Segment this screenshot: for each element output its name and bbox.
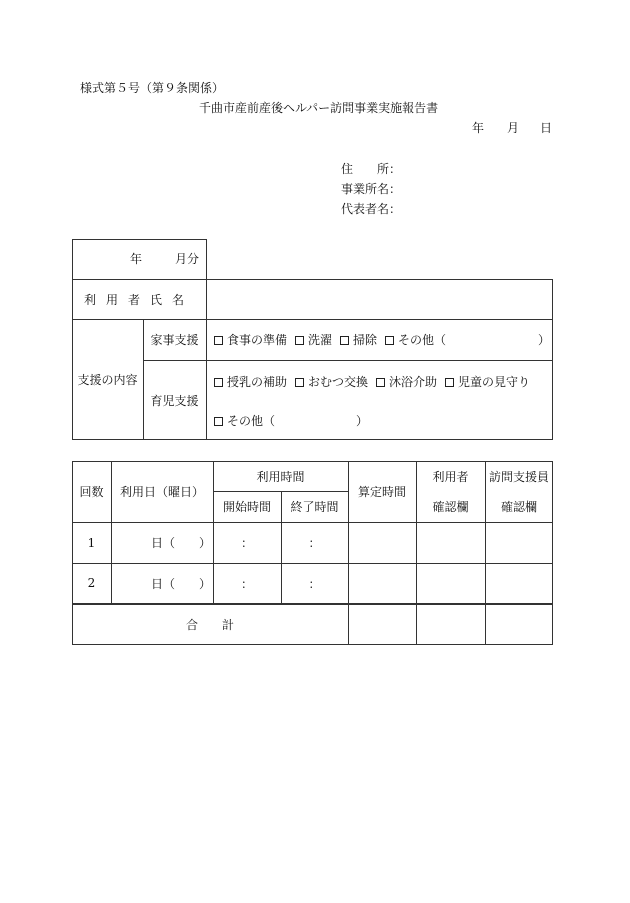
checkbox-icon[interactable] <box>295 336 304 345</box>
childcare-label: 育児支援 <box>150 393 199 408</box>
row-day: 日（ ） <box>151 536 212 550</box>
checkbox-icon[interactable] <box>214 336 223 345</box>
checkbox-icon[interactable] <box>295 378 304 387</box>
col-count-header: 回数 <box>79 485 104 499</box>
col-end-header: 終了時間 <box>290 500 339 514</box>
row-start-time: ： <box>240 576 253 591</box>
support-content-label: 支援の内容 <box>77 373 138 387</box>
housework-other-close: ） <box>538 333 551 347</box>
row-day: 日（ ） <box>151 576 212 591</box>
childcare-other-close: ） <box>356 414 369 428</box>
representative-label: 代表者名： <box>341 202 402 216</box>
childcare-options <box>214 375 530 389</box>
checkbox-icon[interactable] <box>445 378 454 387</box>
housework-option-meal[interactable]: 食事の準備 <box>214 333 287 347</box>
row-end-time: ： <box>308 536 321 550</box>
col-start-header: 開始時間 <box>222 500 271 514</box>
form-number: 様式第５号（第９条関係） <box>80 81 225 95</box>
date-month: 月 <box>507 121 520 135</box>
col-user-confirm-header-2: 確認欄 <box>432 500 469 514</box>
childcare-option-diaper[interactable]: おむつ交換 <box>295 375 368 389</box>
childcare-option-watching[interactable]: 児童の見守り <box>445 375 530 389</box>
housework-option-cleaning[interactable]: 掃除 <box>340 333 377 347</box>
checkbox-icon[interactable] <box>214 417 223 426</box>
col-time-header: 利用時間 <box>256 469 305 484</box>
document-title: 千曲市産前産後ヘルパー訪問事業実施報告書 <box>199 101 439 115</box>
row-number: 1 <box>87 535 96 550</box>
year-label: 年 <box>130 252 143 266</box>
month-label: 月分 <box>175 252 200 266</box>
checkbox-icon[interactable] <box>214 378 223 387</box>
row-number: 2 <box>87 576 96 590</box>
childcare-option-feeding[interactable]: 授乳の補助 <box>214 375 287 389</box>
date-day: 日 <box>540 121 553 135</box>
user-name-label: 利用者氏名 <box>83 292 194 307</box>
housework-options <box>214 333 454 347</box>
col-staff-confirm-header-2: 確認欄 <box>500 500 537 514</box>
row-end-time: ： <box>308 576 321 591</box>
date-year: 年 <box>472 121 485 135</box>
housework-option-other[interactable]: その他（ <box>385 333 446 347</box>
childcare-option-other[interactable]: その他（ <box>214 414 275 428</box>
checkbox-icon[interactable] <box>385 336 394 345</box>
col-calc-header: 算定時間 <box>357 485 406 499</box>
housework-label: 家事支援 <box>150 333 199 347</box>
col-staff-confirm-header-1: 訪問支援員 <box>488 469 549 484</box>
childcare-option-bathing[interactable]: 沐浴介助 <box>376 375 437 389</box>
checkbox-icon[interactable] <box>340 336 349 345</box>
col-user-confirm-header-1: 利用者 <box>432 469 469 484</box>
address-label: 住 所： <box>341 162 402 176</box>
col-date-header: 利用日（曜日） <box>119 485 204 499</box>
housework-option-laundry[interactable]: 洗濯 <box>295 333 332 347</box>
total-label: 合 計 <box>185 618 234 632</box>
checkbox-icon[interactable] <box>376 378 385 387</box>
office-name-label: 事業所名： <box>341 182 402 196</box>
row-start-time: ： <box>240 536 253 550</box>
